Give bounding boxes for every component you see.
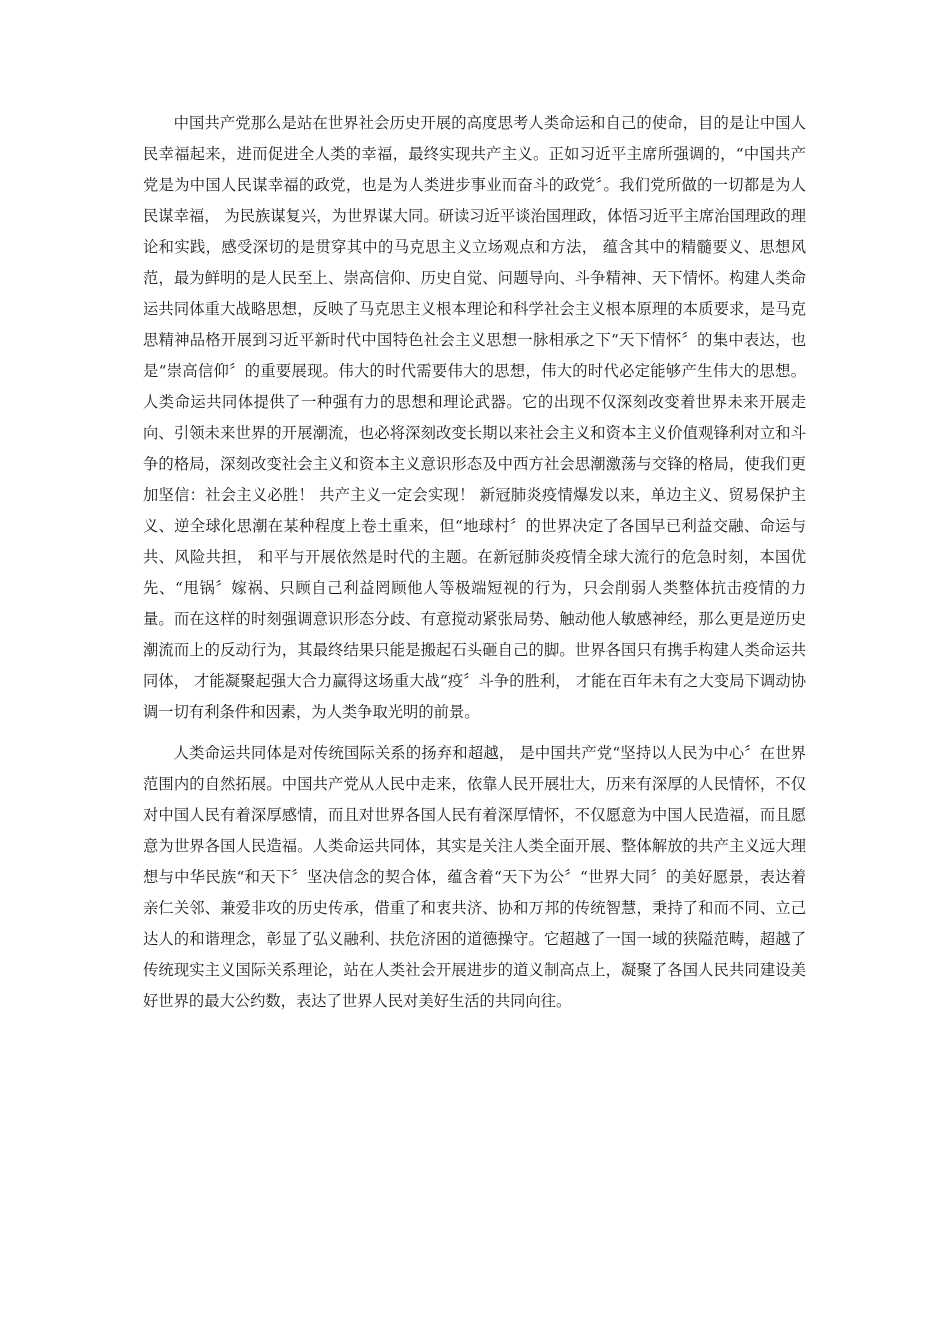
paragraph-2: 人类命运共同体是对传统国际关系的扬弃和超越， 是中国共产党“坚持以人民为中心〞在世界范围内的自然拓展。中国共产党从人民中走来，依靠人民开展壮大，历来有深厚的人民情怀，不仅对中国人民有着深厚感情，而且对世界各国人民有着深厚情怀，不仅愿意为中国人民造福，而且愿意为世界各国人民造福。人类命运共同体，其实是关注人类全面开展、整体解放的共产主义远大理想与中华民族“和天下〞坚决信念的契合体，蕴含着“天下为公〞“世界大同〞的美好愿景，表达着亲仁关邻、兼爱非攻的历史传承，借重了和衷共济、协和万邦的传统智慧，秉持了和而不同、立己达人的和谐理念，彰显了弘义融利、扶危济困的道德操守。它超越了一国一域的狭隘范畴，超越了传统现实主义国际关系理论，站在人类社会开展进步的道义制高点上，凝聚了各国人民共同建设美好世界的最大公约数，表达了世界人民对美好生活的共同向往。 — [143, 744, 806, 1010]
paragraph-1: 中国共产党那么是站在世界社会历史开展的高度思考人类命运和自己的使命，目的是让中国人民幸福起来，进而促进全人类的幸福，最终实现共产主义。正如习近平主席所强调的，“中国共产党是为中国人民谋幸福的政党，也是为人类进步事业而奋斗的政党〞。我们党所做的一切都是为人民谋幸福， 为民族谋复兴，为世界谋大同。研读习近平谈治国理政，体悟习近平主席治国理政的理论和实践，感受深切的是贯穿其中的马克思主义立场观点和方法， 蕴含其中的精髓要义、思想风范，最为鲜明的是人民至上、崇高信仰、历史自觉、问题导向、斗争精神、天下情怀。构建人类命运共同体重大战略思想，反映了马克思主义根本理论和科学社会主义根本原理的本质要求，是马克思精神品格开展到习近平新时代中国特色社会主义思想一脉相承之下“天下情怀〞的集中表达，也是“崇高信仰〞的重要展现。伟大的时代需要伟大的思想，伟大的时代必定能够产生伟大的思想。人类命运共同体提供了一种强有力的思想和理论武器。它的出现不仅深刻改变着世界未来开展走向、引领未来世界的开展潮流，也必将深刻改变长期以来社会主义和资本主义价值观锋利对立和斗争的格局，深刻改变社会主义和资本主义意识形态及中西方社会思潮激荡与交锋的格局，使我们更加坚信：社会主义必胜！ 共产主义一定会实现！ 新冠肺炎疫情爆发以来，单边主义、贸易保护主义、逆全球化思潮在某种程度上卷土重来，但“地球村〞的世界决定了各国早已利益交融、命运与共、风险共担， 和平与开展依然是时代的主题。在新冠肺炎疫情全球大流行的危急时刻，本国优先、“甩锅〞嫁祸、只顾自己利益罔顾他人等极端短视的行为，只会削弱人类整体抗击疫情的力量。而在这样的时刻强调意识形态分歧、有意搅动紧张局势、触动他人敏感神经，那么更是逆历史潮流而上的反动行为，其最终结果只能是搬起石头砸自己的脚。世界各国只有携手构建人类命运共同体， 才能凝聚起强大合力赢得这场重大战“疫〞斗争的胜利， 才能在百年未有之大变局下调动协调一切有利条件和因素，为人类争取光明的前景。 — [143, 114, 806, 721]
document-page — [143, 108, 806, 1017]
